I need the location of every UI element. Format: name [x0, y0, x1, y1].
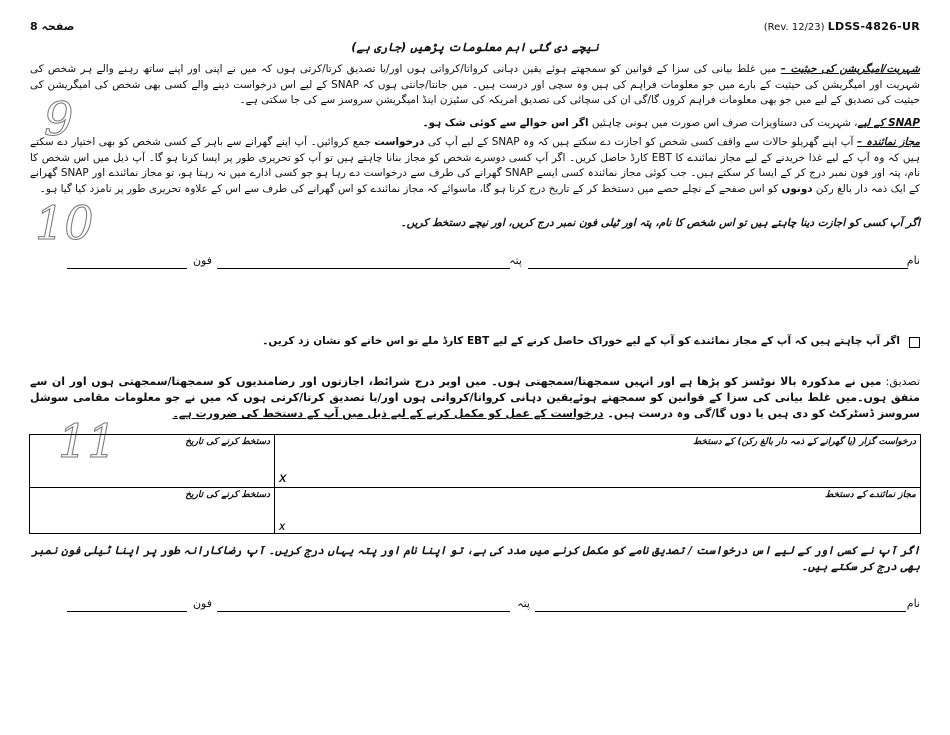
certification-paragraph	[30, 374, 920, 422]
citizenship-text: میں غلط بیانی کی سزا کے قوانین کو سمجھتے ہوئے یقین دہانی کرواتا/کرواتی ہوں اور/یا تصدیق کرتا/کرتی ہوں کہ میں نے اپنی اور اپنے ساتھ رہنے والے ہر شخص کی شہریت اور امیگریشن کی حیثیت کے بارے میں جو معلومات فراہم کی ہیں وہ سچی اور درست ہیں۔ میں جانتا/جانتی ہوں کہ SNAP کے لیے اس درخواست دینے والے کسی بھی شخص کی امیگریشن کی حیثیت کی تصدیق کے لیے میں جو بھی معلومات فراہم کروں گا/گی ان کی سچائی کی تصدیق امریکہ کی سٹیزن اینڈ امیگریشن سروسز سے کی جا سکتی ہے۔	[30, 63, 920, 106]
snap-bold-end: اگر اس حوالے سے کوئی شک ہو۔	[422, 117, 589, 129]
applicant-signature-label: درخواست گزار (یا گھرانے کے ذمہ دار بالغ رکن) کے دستخط	[693, 437, 916, 447]
rep-signature-cell[interactable]	[275, 488, 920, 533]
rep-address-field[interactable]	[217, 268, 510, 269]
helper-address-field[interactable]	[217, 611, 510, 612]
helper-instruction: اگر آپ نے کسی اور کے لیے اس درخواست / تصدیق نامے کو مکمل کرنے میں مدد کی ہے، تو اپنا نام اور پتہ یہاں درج کریں۔ آپ رضاکارانہ طور پر اپنا ٹیلی فون نمبر بھی درج کر سکتے ہیں۔	[31, 544, 920, 573]
certification-lead: تصدیق:	[881, 375, 920, 388]
snap-citizenship-line	[30, 116, 920, 132]
authorized-rep-text-3: کو اس صفحے کے نچلے حصے میں دستخط کر کے تاریخ درج کرنا ہو گا، ماسوائے کہ مجاز نمائندے کو اس گھرانے کی طرف سے اس کے علاوہ تحریری طور پر نامزد کیا گیا ہو۔	[39, 182, 782, 195]
authorized-rep-text-2: جمع کروائیں۔ آپ اپنے گھرانے سے باہر کے کسی شخص کو بھی اختیار دے سکتے ہیں کہ وہ آپ کے لیے غذا خریدنے کے لیے مجاز نمائندے کا EBT کارڈ حاصل کریں۔ اگر آپ کسی دوسرے شخص کو مجاز بنانا چاہتے ہیں تو آپ کو تحریری طور پر ایسا کرنا ہو گا۔ آپ ذیل میں اس شخص کا نام، پتہ اور فون نمبر درج کر کے ایسا کر سکتے ہیں۔ جب کوئی مجاز نمائندہ کسی ایسے SNAP گھرانے کی طرف سے درخواست دے رہا ہو جو کسی ادارے میں نہ رہتا ہو، تو مجاز نمائندے اور SNAP گھرانے کے ایک ذمہ دار بالغ رکن	[30, 136, 921, 195]
certification-text: میں نے مذکورہ بالا نوٹسز کو پڑھا ہے اور انہیں سمجھتا/سمجھتی ہوں۔ میں اوپر درج شرائط، اجازتوں اور رضامندیوں کو سمجھتا/سمجھتی ہوں اور ان سے متفق ہوں۔میں غلط بیانی کی سزا کے قوانین کو سمجھتے ہوئےیقین دہانی کرواتا/کرواتی ہوں اور/یا تصدیق کرتا/کرتی ہوں کہ میں نے جو معلومات مقامی سوشل سروسز ڈسٹرکٹ کو دی ہیں یا دوں گا/گی وہ درست ہیں۔	[30, 375, 920, 420]
applicant-signature-cell[interactable]	[275, 435, 920, 487]
page-heading: نیچے دی گئی اہم معلومات پڑھیں (جاری ہے)	[351, 40, 599, 54]
authorized-rep-text-1: آپ اپنے گھریلو حالات سے واقف کسی شخص کو اجازت دے سکتے ہیں کہ وہ SNAP کے لیے آپ کی	[424, 136, 857, 148]
snap-text: ، شہریت کی دستاویزات صرف اس صورت میں ہونی چاہئیں	[588, 117, 858, 129]
helper-name-label: نام	[906, 597, 920, 610]
section-number-10: 10	[35, 196, 94, 250]
authorized-rep-bold-1: درخواست	[374, 136, 425, 148]
rep-date-cell[interactable]	[30, 488, 274, 533]
signature-table	[29, 434, 921, 534]
revision-label: (Rev. 12/23)	[763, 22, 825, 33]
section-number-9: 9	[44, 92, 74, 146]
applicant-date-cell[interactable]	[30, 435, 274, 487]
form-id: LDSS-4826-UR	[827, 20, 920, 33]
form-identifier	[764, 20, 920, 33]
snap-bold: SNAP کے لیے	[857, 117, 920, 129]
section-number-11: 11	[58, 414, 117, 468]
helper-fields-row	[0, 597, 950, 617]
rep-phone-field[interactable]	[67, 268, 187, 269]
authorized-rep-title: مجاز نمائندہ –	[856, 136, 920, 148]
helper-address-label: پتہ	[517, 597, 530, 610]
rep-address-label: پتہ	[509, 254, 522, 267]
page-number: صفحہ 8	[30, 20, 75, 33]
rep-signature-label: مجاز نمائندے کے دستخط	[825, 490, 916, 500]
rep-x-mark: X	[279, 522, 286, 532]
helper-phone-field[interactable]	[67, 611, 187, 612]
citizenship-title: شہریت/امیگریشن کی حیثیت –	[780, 63, 920, 75]
helper-phone-label: فون	[192, 597, 212, 610]
authorized-rep-bold-2: دونوں	[781, 182, 813, 195]
rep-date-label: دستخط کرنے کی تاریخ	[185, 490, 270, 500]
certification-underlined: درخواست کے عمل کو مکمل کرنے کے لیے ذیل میں آپ کے دستخط کی ضرورت ہے۔	[172, 407, 604, 420]
top-bar	[30, 20, 920, 36]
ebt-checkbox-label: اگر آپ چاہتے ہیں کہ آپ کے مجاز نمائندے کو آپ کے لیے خوراک حاصل کرنے کے لیے EBT کارڈ ملے تو اس خانے کو نشان زد کریں۔	[262, 335, 900, 347]
rep-phone-label: فون	[192, 254, 212, 267]
citizenship-paragraph	[30, 62, 920, 109]
ebt-card-checkbox[interactable]	[909, 337, 920, 348]
authorized-rep-paragraph	[30, 135, 920, 197]
helper-name-field[interactable]	[535, 611, 906, 612]
rep-name-field[interactable]	[528, 268, 908, 269]
permission-instruction: اگر آپ کسی کو اجازت دینا چاہتے ہیں تو اس شخص کا نام، پتہ اور ٹیلی فون نمبر درج کریں، اور نیچے دستخط کریں۔	[400, 217, 920, 229]
rep-name-label: نام	[906, 254, 920, 267]
rep-fields-row	[0, 254, 950, 274]
applicant-x-mark: X	[279, 473, 287, 485]
applicant-date-label: دستخط کرنے کی تاریخ	[185, 437, 270, 447]
